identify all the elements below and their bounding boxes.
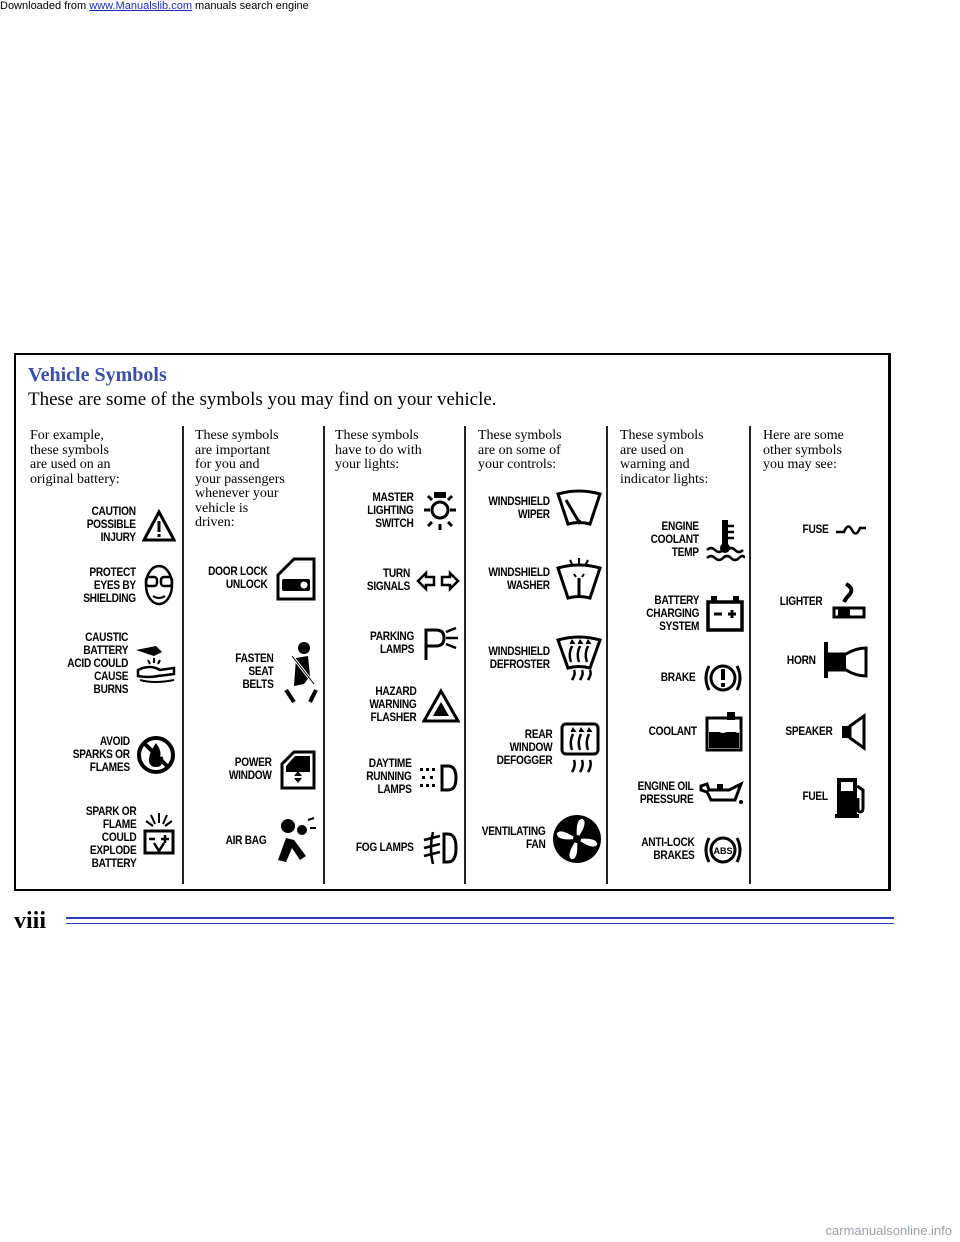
symbol-master-lighting: [330, 488, 460, 534]
symbol-label: PROTECT EYES BY SHIELDING: [83, 566, 136, 605]
rear-defog-icon: [558, 720, 602, 776]
symbol-speaker: [758, 712, 868, 752]
oil-can-icon: [699, 780, 745, 808]
symbol-label: AIR BAG: [225, 834, 266, 847]
symbol-label: SPARK OR FLAME COULD EXPLODE BATTERY: [85, 806, 136, 870]
symbol-label: COOLANT: [648, 725, 697, 738]
symbol-label: WINDSHIELD WIPER: [488, 496, 550, 521]
symbol-engine-coolant-temp: [615, 518, 745, 562]
no-flame-icon: [136, 735, 176, 775]
column-1-intro: For example, these symbols are used on an original battery:: [30, 428, 120, 487]
column-divider: [323, 426, 325, 884]
symbol-label: WINDSHIELD WASHER: [488, 567, 550, 592]
symbol-hazard-flasher: [330, 686, 460, 725]
symbol-windshield-washer: [472, 556, 602, 604]
header-prefix: Downloaded from: [0, 0, 90, 12]
manualslib-link[interactable]: www.Manualslib.com: [89, 0, 192, 12]
column-6-intro: Here are some other symbols you may see:: [763, 428, 844, 472]
symbol-label: REAR WINDOW DEFOGGER: [496, 728, 552, 767]
symbol-caustic-acid: [30, 632, 176, 697]
symbol-avoid-flames: [30, 735, 176, 775]
symbol-label: AVOID SPARKS OR FLAMES: [72, 735, 130, 774]
wiper-icon: [556, 488, 602, 530]
caution-triangle-icon: [142, 509, 176, 543]
symbol-label: FASTEN SEAT BELTS: [235, 652, 274, 691]
symbol-label: PARKING LAMPS: [369, 631, 414, 656]
symbol-label: VENTILATING FAN: [482, 826, 546, 851]
turn-arrows-icon: [416, 570, 460, 592]
column-4-intro: These symbols are on some of your controls:: [478, 428, 562, 472]
symbol-label: TURN SIGNALS: [366, 568, 410, 593]
symbol-engine-oil-pressure: [615, 780, 745, 808]
symbol-protect-eyes: [30, 563, 176, 609]
symbol-label: SPEAKER: [784, 725, 832, 738]
battery-icon: [705, 594, 745, 634]
column-5-intro: These symbols are used on warning and indicator lights:: [620, 428, 709, 487]
lighter-icon: [828, 582, 868, 622]
symbol-label: ANTI-LOCK BRAKES: [641, 837, 695, 862]
symbol-battery-charging: [615, 594, 745, 634]
abs-icon: [701, 830, 745, 870]
daytime-lamps-icon: [418, 760, 460, 796]
symbol-anti-lock-brakes: [615, 830, 745, 870]
goggles-face-icon: [142, 563, 176, 609]
download-header: [0, 0, 960, 14]
page-number: viii: [14, 908, 47, 934]
coolant-temp-icon: [705, 518, 745, 562]
symbol-label: BRAKE: [660, 671, 695, 684]
acid-hand-icon: [134, 642, 176, 688]
column-3-intro: These symbols have to do with your lights:: [335, 428, 422, 472]
symbol-label: HAZARD WARNING FLASHER: [368, 686, 416, 724]
door-lock-icon: [274, 555, 318, 603]
parking-lamps-icon: [420, 624, 460, 664]
symbol-label: MASTER LIGHTING SWITCH: [367, 491, 414, 530]
symbol-lighter: [758, 582, 868, 622]
power-window-icon: [278, 748, 318, 792]
section-title: Vehicle Symbols: [28, 364, 167, 386]
column-divider: [749, 426, 751, 884]
horn-icon: [822, 638, 868, 684]
symbol-fuse: [758, 520, 868, 540]
speaker-icon: [838, 712, 868, 752]
column-divider: [182, 426, 184, 884]
symbol-ventilating-fan: [472, 812, 602, 866]
symbol-label: FUSE: [802, 523, 828, 536]
watermark: carmanualsonline.info: [825, 1223, 952, 1238]
symbol-label: DOOR LOCK UNLOCK: [208, 566, 268, 591]
symbol-label: CAUTION POSSIBLE INJURY: [86, 506, 136, 544]
symbol-label: CAUSTIC BATTERY ACID COULD CAUSE BURNS: [67, 632, 128, 696]
fuse-icon: [834, 520, 868, 540]
svg-text:ABS: ABS: [713, 846, 733, 856]
light-bulb-icon: [420, 488, 460, 534]
fan-icon: [552, 812, 602, 866]
column-divider: [606, 426, 608, 884]
symbol-brake: [615, 658, 745, 698]
symbol-rear-defogger: [472, 720, 602, 776]
header-suffix: manuals search engine: [191, 0, 309, 12]
brake-icon: [701, 658, 745, 698]
symbol-coolant: [615, 710, 745, 754]
column-divider: [464, 426, 466, 884]
symbol-label: LIGHTER: [779, 595, 822, 608]
symbol-parking-lamps: [330, 624, 460, 664]
symbol-turn-signals: [330, 568, 460, 594]
symbol-label: POWER WINDOW: [229, 757, 272, 782]
symbol-fog-lamps: [330, 828, 460, 868]
symbol-label: DAYTIME RUNNING LAMPS: [366, 758, 412, 796]
symbol-air-bag: [190, 816, 318, 866]
symbol-horn: [758, 638, 868, 684]
coolant-level-icon: [703, 710, 745, 754]
symbol-label: WINDSHIELD DEFROSTER: [488, 646, 550, 671]
symbol-label: ENGINE OIL PRESSURE: [637, 781, 693, 806]
symbol-label: HORN: [787, 654, 816, 667]
front-defrost-icon: [556, 634, 602, 684]
symbol-label: BATTERY CHARGING SYSTEM: [646, 594, 699, 633]
footer-rule: [66, 923, 894, 924]
symbol-windshield-wiper: [472, 488, 602, 530]
symbol-explode-battery: [30, 806, 176, 871]
seatbelt-icon: [280, 640, 318, 704]
column-2-intro: These symbols are important for you and your passengers whenever your vehicle is driven:: [195, 428, 285, 530]
symbol-label: FUEL: [802, 790, 828, 803]
airbag-icon: [272, 816, 318, 866]
symbol-caution: [30, 506, 176, 545]
footer-rule: [66, 917, 894, 919]
symbol-seat-belts: [190, 640, 318, 704]
symbol-daytime-running-lamps: [330, 758, 460, 797]
symbol-label: ENGINE COOLANT TEMP: [650, 520, 699, 559]
section-subtitle: These are some of the symbols you may find on your vehicle.: [28, 389, 497, 410]
fog-lamp-icon: [420, 828, 460, 868]
symbol-label: FOG LAMPS: [356, 841, 414, 854]
hazard-triangle-icon: [422, 688, 460, 724]
symbol-door-lock: [190, 555, 318, 603]
washer-icon: [556, 556, 602, 604]
symbol-windshield-defroster: [472, 634, 602, 684]
exploding-battery-icon: [142, 809, 176, 869]
symbol-power-window: [190, 748, 318, 792]
symbol-fuel: [758, 774, 868, 820]
fuel-pump-icon: [834, 774, 868, 820]
